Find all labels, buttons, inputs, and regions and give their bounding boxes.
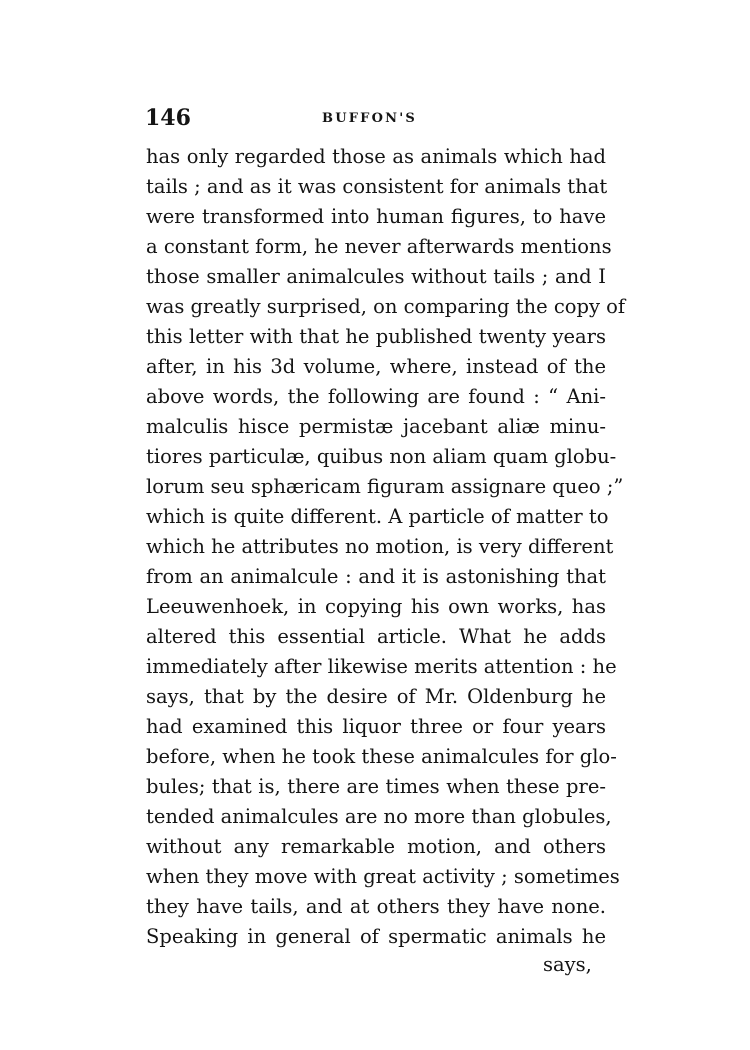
text-line: says, that by the desire of Mr. Oldenburg he xyxy=(146,685,606,708)
text-line: which is quite different. A particle of matter to xyxy=(146,505,609,528)
catchword: says, xyxy=(543,953,592,976)
text-line: tails ; and as it was consistent for animals that xyxy=(146,175,608,198)
text-line: Leeuwenhoek, in copying his own works, has xyxy=(146,595,606,618)
text-line: has only regarded those as animals which had xyxy=(146,145,606,168)
text-line: altered this essential article. What he adds xyxy=(146,625,606,648)
text-line: without any remarkable motion, and others xyxy=(146,835,606,858)
text-line: lorum seu sphæricam figuram assignare queo ;” xyxy=(146,475,624,498)
text-line: a constant form, he never afterwards mentions xyxy=(146,235,612,258)
text-line: bules; that is, there are times when these pre- xyxy=(146,775,606,798)
text-line: were transformed into human figures, to have xyxy=(146,205,606,228)
text-line: this letter with that he published twenty years xyxy=(146,325,606,348)
text-line: those smaller animalcules without tails ; and I xyxy=(146,265,606,288)
text-line: had examined this liquor three or four years xyxy=(146,715,606,738)
text-line: before, when he took these animalcules for glo- xyxy=(146,745,617,768)
text-line: above words, the following are found : “ Ani- xyxy=(146,385,606,408)
text-line: Speaking in general of spermatic animals he xyxy=(146,925,606,948)
running-head: BUFFON'S xyxy=(322,111,417,126)
text-line: when they move with great activity ; sometimes xyxy=(146,865,620,888)
text-line: malculis hisce permistæ jacebant aliæ minu- xyxy=(146,415,606,438)
page-number: 146 xyxy=(145,105,191,131)
text-line: tended animalcules are no more than globules, xyxy=(146,805,612,828)
text-line: after, in his 3d volume, where, instead of the xyxy=(146,355,606,378)
text-line: tiores particulæ, quibus non aliam quam globu- xyxy=(146,445,617,468)
text-line: immediately after likewise merits attention : he xyxy=(146,655,617,678)
text-line: from an animalcule : and it is astonishing that xyxy=(146,565,606,588)
body-text xyxy=(146,142,626,952)
text-line: was greatly surprised, on comparing the copy of xyxy=(146,295,626,318)
text-line: they have tails, and at others they have none. xyxy=(146,895,606,918)
text-line: which he attributes no motion, is very different xyxy=(146,535,614,558)
